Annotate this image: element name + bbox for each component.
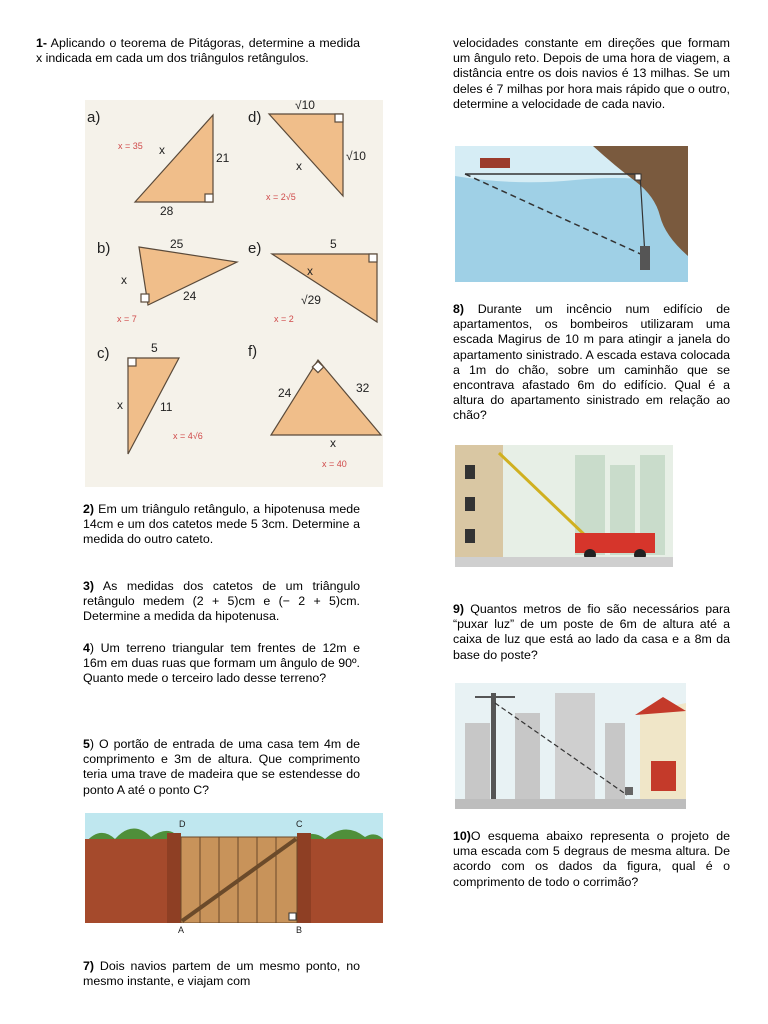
question-text: Quantos metros de fio são necessários para “puxar luz” de um poste de 6m de altura até a caixa de luz que está ao lado da casa e a 8m da base do poste? xyxy=(453,602,730,662)
question-number: 3) xyxy=(83,579,95,593)
fire-ladder-figure xyxy=(455,445,673,567)
ground xyxy=(455,557,673,567)
point-label-b: B xyxy=(296,925,303,935)
side-label: √10 xyxy=(346,149,366,163)
window xyxy=(465,465,475,479)
right-angle-marker xyxy=(369,254,377,262)
question-number: 9) xyxy=(453,602,465,616)
right-angle-marker xyxy=(635,174,641,180)
right-angle-marker xyxy=(289,913,296,920)
point-label-a: A xyxy=(178,925,185,935)
question-number: 2) xyxy=(83,502,95,516)
question-8 xyxy=(453,302,730,424)
ships-svg xyxy=(455,146,688,282)
house-door xyxy=(651,761,676,791)
light-box xyxy=(625,787,633,795)
gate-svg xyxy=(85,813,383,939)
side-label: 24 xyxy=(278,386,292,400)
side-label: x xyxy=(330,436,336,450)
question-9 xyxy=(453,602,730,663)
side-label: x xyxy=(296,159,302,173)
answer-label: x = 40 xyxy=(322,459,347,469)
side-label: 32 xyxy=(356,381,370,395)
question-text: velocidades constante em direções que formam um ângulo reto. Depois de uma hora de viagem, a distância entre os dois navios é 13 milhas. Se um deles é 7 milhas por hora mais rápido que o outro, determine a velocidade de cada navio. xyxy=(453,36,730,111)
triangle-label: d) xyxy=(248,109,262,126)
wall-left xyxy=(85,839,181,923)
question-text: As medidas dos catetos de um triângulo retângulo medem (2 + 5)cm e (− 2 + 5)cm. Determine a medida da hipotenusa. xyxy=(83,579,360,624)
question-text: Dois navios partem de um mesmo ponto, no mesmo instante, e viajam com xyxy=(83,959,360,989)
ship-1 xyxy=(480,158,510,168)
answer-label: x = 2√5 xyxy=(266,192,296,202)
side-label: 28 xyxy=(160,204,174,218)
building-bg xyxy=(465,723,490,803)
question-1 xyxy=(36,36,360,66)
side-label: 5 xyxy=(151,341,158,355)
side-label: √10 xyxy=(295,100,315,112)
ships-figure xyxy=(455,146,688,282)
building-bg xyxy=(555,693,595,803)
point-label-c: C xyxy=(296,819,303,829)
ground xyxy=(85,923,383,939)
pillar-left xyxy=(167,833,181,925)
side-label: x xyxy=(117,398,123,412)
side-label: 5 xyxy=(330,237,337,251)
side-label: 24 xyxy=(183,289,197,303)
ship-2 xyxy=(640,246,650,270)
pole xyxy=(491,693,496,799)
triangle-label: f) xyxy=(248,343,258,360)
window xyxy=(465,497,475,511)
question-text: O esquema abaixo representa o projeto de uma escada com 5 degraus de mesma altura. De acordo com os dados da figura, qual é o comprimento de todo o corrimão? xyxy=(453,829,730,889)
answer-label: x = 2 xyxy=(274,314,294,324)
question-number: 7) xyxy=(83,959,95,973)
right-angle-marker xyxy=(205,194,213,202)
window xyxy=(465,529,475,543)
building-bg xyxy=(515,713,540,803)
question-7 xyxy=(83,959,360,989)
right-angle-marker xyxy=(335,114,343,122)
triangle-label: b) xyxy=(97,240,111,257)
question-10 xyxy=(453,829,730,890)
question-number: 10) xyxy=(453,829,471,843)
question-4 xyxy=(83,641,360,687)
triangle-label: e) xyxy=(248,240,262,257)
gate-figure xyxy=(85,813,383,939)
question-number: 5 xyxy=(83,737,90,751)
question-text: Durante um incêncio num edifício de apartamentos, os bombeiros utilizaram uma escada Magirus de 10 m para atingir a janela do apartamento sinistrado. A escada estava colocada a 1m do chão, sobre um caminhão que se encontrava afastado 6m do edifício. Qual é a altura do apartamento sinistrado em relação ao chão? xyxy=(453,302,730,423)
triangles-svg xyxy=(85,100,383,487)
question-text: ) Um terreno triangular tem frentes de 12m e 16m em duas ruas que formam um ângulo de 90º. Quanto mede o terceiro lado desse terreno? xyxy=(83,641,360,686)
question-5 xyxy=(83,737,360,798)
triangle-e xyxy=(272,254,377,322)
question-text: Em um triângulo retângulo, a hipotenusa mede 14cm e um dos catetos mede 5 3cm. Determine a medida do outro cateto. xyxy=(83,502,360,547)
fire-ladder-svg xyxy=(455,445,673,567)
point-label-d: D xyxy=(179,819,186,829)
answer-label: x = 35 xyxy=(118,141,143,151)
triangle-label: c) xyxy=(97,345,110,362)
ground xyxy=(455,799,686,809)
triangle-a xyxy=(135,115,213,202)
answer-label: x = 4√6 xyxy=(173,431,203,441)
triangle-label: a) xyxy=(87,109,101,126)
side-label: 11 xyxy=(160,400,173,414)
question-number: 4 xyxy=(83,641,90,655)
answer-label: x = 7 xyxy=(117,314,137,324)
question-number: 8) xyxy=(453,302,465,316)
side-label: 21 xyxy=(216,151,230,165)
right-angle-marker xyxy=(141,294,149,302)
side-label: √29 xyxy=(301,293,321,307)
pole-figure xyxy=(455,683,686,809)
right-angle-marker xyxy=(128,358,136,366)
pillar-right xyxy=(297,833,311,925)
question-number: 1- xyxy=(36,36,48,50)
side-label: 25 xyxy=(170,237,184,251)
question-text: ) O portão de entrada de uma casa tem 4m de comprimento e 3m de altura. Que comprimento teria uma trave de madeira que se estendesse do ponto A até o ponto C? xyxy=(83,737,360,797)
triangle-d xyxy=(269,114,343,196)
question-3 xyxy=(83,579,360,625)
triangles-figure xyxy=(85,100,383,487)
pole-svg xyxy=(455,683,686,809)
apartment-building xyxy=(455,445,503,557)
side-label: x xyxy=(121,273,127,287)
side-label: x xyxy=(307,264,313,278)
side-label: x xyxy=(159,143,165,157)
question-2 xyxy=(83,502,360,548)
question-text: Aplicando o teorema de Pitágoras, determine a medida x indicada em cada um dos triângulos retângulos. xyxy=(36,36,360,66)
